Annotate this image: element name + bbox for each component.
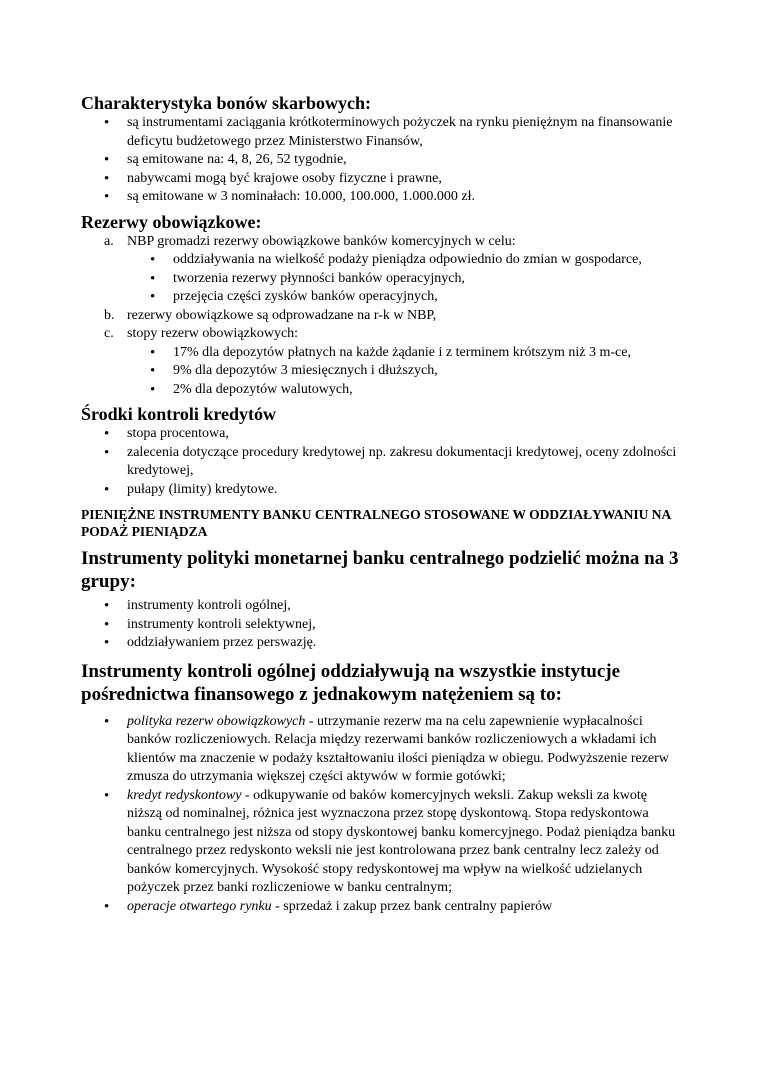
- document-page: [81, 92, 681, 916]
- list-marker: b.: [104, 307, 115, 323]
- list-item: • instrumenty kontroli selektywnej,: [81, 616, 681, 635]
- list-item: • nabywcami mogą być krajowe osoby fizyczne i prawne,: [81, 170, 681, 189]
- list-srodki: [81, 425, 681, 499]
- sublist-item: • 9% dla depozytów 3 miesięcznych i dłuższych,: [81, 362, 681, 381]
- sublist-item: • przejęcia części zysków banków operacyjnych,: [81, 288, 681, 307]
- heading-rezerwy: Rezerwy obowiązkowe:: [81, 211, 262, 232]
- heading-grupy: Instrumenty polityki monetarnej banku centralnego podzielić można na 3 grupy:: [81, 548, 679, 592]
- list-item: [81, 898, 681, 917]
- heading-bony-skarbowe: Charakterystyka bonów skarbowych:: [81, 93, 372, 113]
- item-description: - sprzedaż i zakup przez bank centralny papierów: [271, 898, 553, 914]
- list-item: • instrumenty kontroli ogólnej,: [81, 597, 681, 616]
- list-item: • zalecenia dotyczące procedury kredytowej np. zakresu dokumentacji kredytowej, oceny zdolności kredytowej,: [81, 444, 681, 481]
- list-item: [81, 713, 681, 787]
- list-item: • są emitowane na: 4, 8, 26, 52 tygodnie,: [81, 151, 681, 170]
- list-marker: a.: [104, 233, 114, 249]
- list-kontrola-ogolna: [81, 713, 681, 917]
- list-item-text: NBP gromadzi rezerwy obowiązkowe banków komercyjnych w celu:: [127, 233, 516, 249]
- list-item-b: [81, 307, 681, 326]
- list-grupy: [81, 597, 681, 653]
- heading-kontrola-ogolna: Instrumenty kontroli ogólnej oddziaływują na wszystkie instytucje pośrednictwa finansowego z jednakowym natężeniem są to:: [81, 660, 621, 705]
- list-item-text: stopy rezerw obowiązkowych:: [127, 326, 299, 341]
- list-item: • oddziaływaniem przez perswazję.: [81, 634, 681, 653]
- sublist-item: • 2% dla depozytów walutowych,: [81, 381, 681, 400]
- heading-srodki-kontroli: Środki kontroli kredytów: [81, 404, 277, 424]
- list-item-a: [81, 233, 681, 307]
- list-item-c: [81, 325, 681, 399]
- term-rezerwy: polityka rezerw obowiązkowych: [127, 713, 306, 729]
- sublist-item: • oddziaływania na wielkość podaży pieniądza odpowiednio do zmian w gospodarce,: [81, 251, 681, 270]
- list-item: [81, 787, 681, 898]
- sublist-item: • tworzenia rezerwy płynności banków operacyjnych,: [81, 270, 681, 289]
- item-description: - utrzymanie rezerw ma na celu zapewnienie wypłacalności banków rozliczeniowych. Relacja między rezerwami banków rozliczeniowych a wkładami ich klientów ma znaczenie w podaży kształtowaniu ilości pieniądza w obiegu. Podwyższenie rezerw zmusza do utrzymania większej części aktywów w formie gotówki;: [127, 713, 669, 784]
- list-item: • są instrumentami zaciągania krótkoterminowych pożyczek na rynku pieniężnym na finansowanie deficytu budżetowego przez Ministerstwo Finansów,: [81, 114, 681, 151]
- sublist-stopy: [127, 344, 681, 400]
- list-item: • stopa procentowa,: [81, 425, 681, 444]
- list-marker: c.: [104, 326, 114, 341]
- list-bony: [81, 114, 681, 207]
- sublist-item: • 17% dla depozytów płatnych na każde żądanie i z terminem krótszym niż 3 m-ce,: [81, 344, 681, 363]
- list-item-text: rezerwy obowiązkowe są odprowadzane na r-k w NBP,: [127, 307, 437, 323]
- list-item: • pułapy (limity) kredytowe.: [81, 481, 681, 500]
- sublist-cele: [127, 251, 681, 307]
- heading-instrumenty-caps: PIENIĘŻNE INSTRUMENTY BANKU CENTRALNEGO STOSOWANE W ODDZIAŁYWANIU NA PODAŻ PIENIĄDZA: [81, 507, 671, 539]
- list-item: • są emitowane w 3 nominałach: 10.000, 100.000, 1.000.000 zł.: [81, 188, 681, 207]
- term-operacje: operacje otwartego rynku: [127, 898, 272, 914]
- item-description: - odkupywanie od baków komercyjnych weksli. Zakup weksli za kwotę niższą od nominalnej, różnica jest wyznaczona przez stopę dyskontową. Stopa redyskontowa banku centralnego jest niższa od stopy dyskontowej banku komercyjnego. Podaż pieniądza banku centralnego przez redyskonto weksli nie jest kontrolowana przez bank centralny lecz zależy od banków komercyjnych. Wysokość stopy redyskontowej ma wpływ na wielkość udzielanych pożyczek przez banki rozliczeniowe w banku centralnym;: [127, 787, 676, 895]
- term-kredyt: kredyt redyskontowy: [127, 787, 242, 803]
- list-rezerwy: [81, 233, 681, 400]
